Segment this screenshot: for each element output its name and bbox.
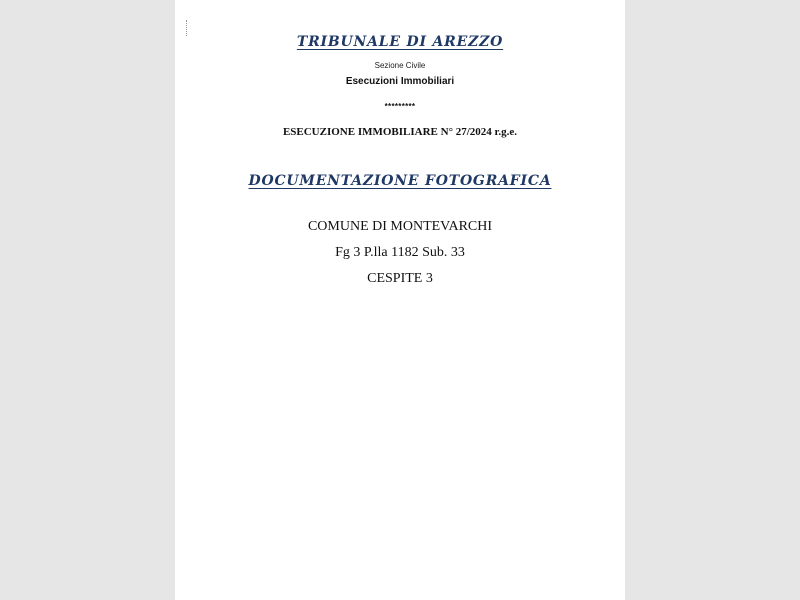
municipality: COMUNE DI MONTEVARCHI (307, 219, 493, 234)
section-label: Sezione Civile (374, 61, 426, 70)
asset-label: CESPITE 3 (367, 271, 433, 286)
court-title: TRIBUNALE DI AREZZO (296, 34, 504, 50)
division-label: Esecuzioni Immobiliari (345, 76, 455, 87)
document-title: DOCUMENTAZIONE FOTOGRAFICA (248, 173, 552, 189)
separator-stars: ********* (384, 102, 416, 111)
cadastral-reference: Fg 3 P.lla 1182 Sub. 33 (335, 245, 465, 260)
document-page (175, 0, 625, 600)
procedure-number: ESECUZIONE IMMOBILIARE N° 27/2024 r.g.e. (282, 126, 518, 138)
